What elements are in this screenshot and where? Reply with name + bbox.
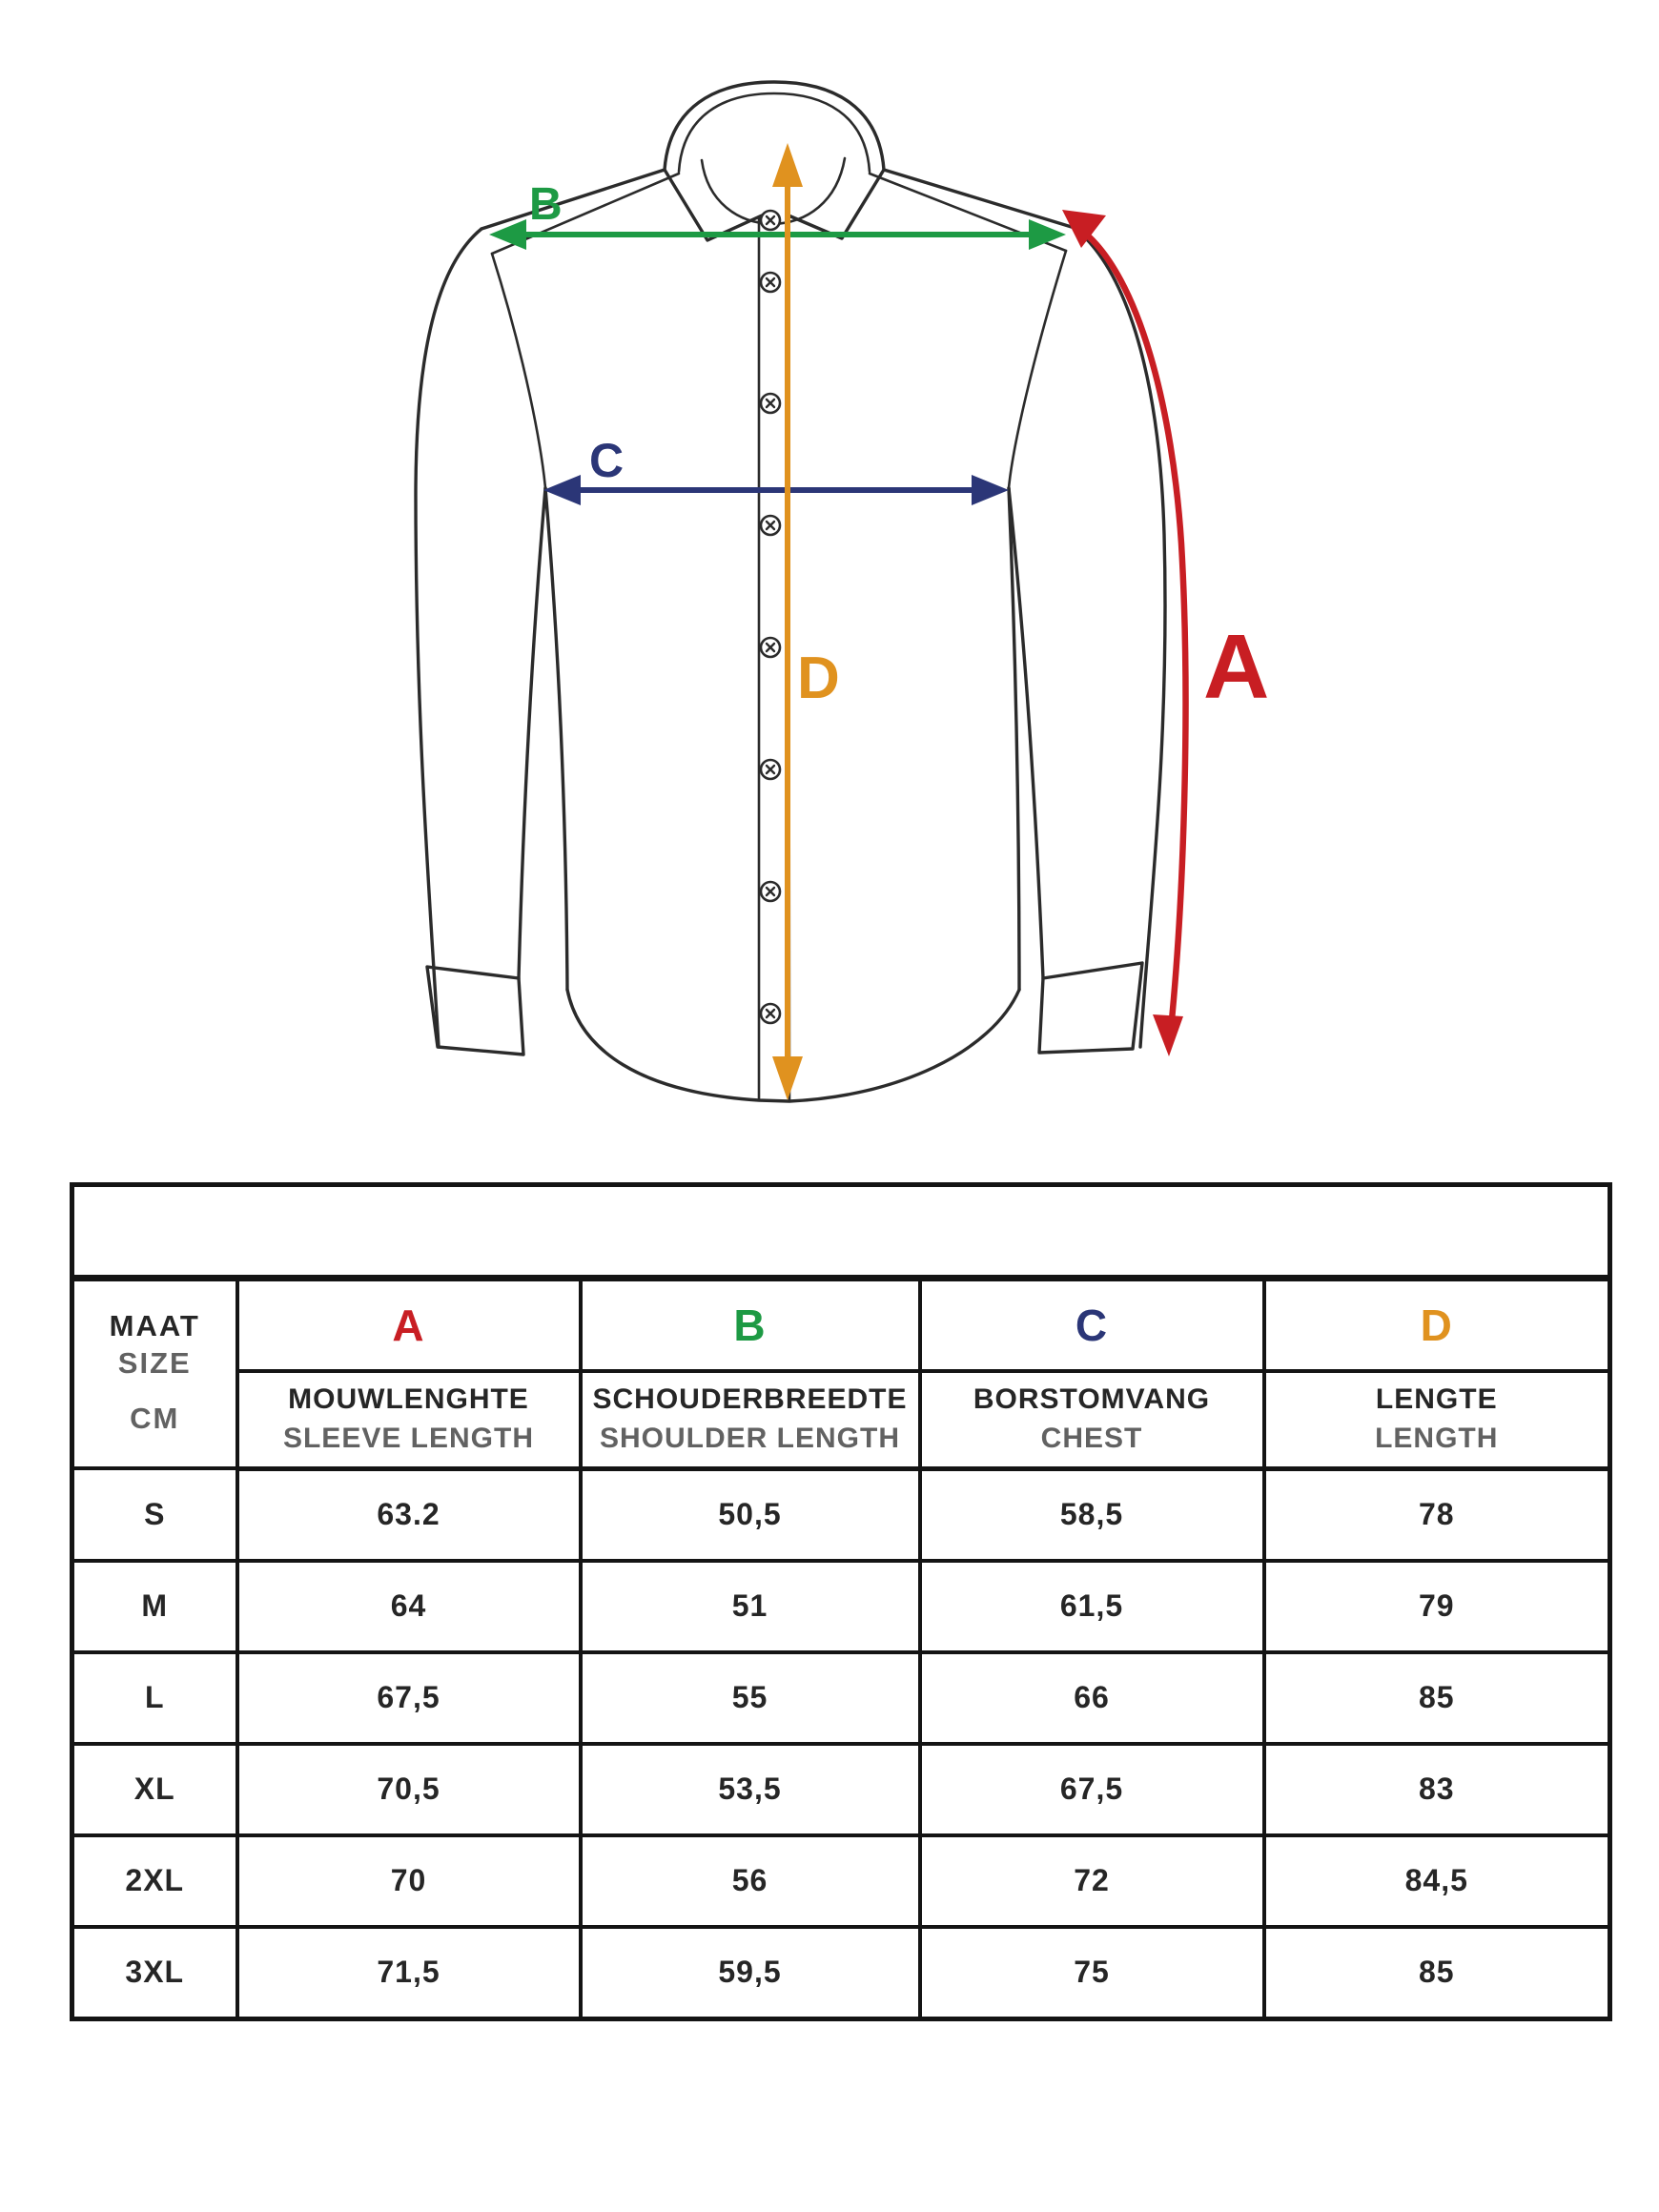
value-cell-d: 83 (1264, 1744, 1610, 1835)
button-icon (761, 394, 780, 413)
size-cell: L (72, 1652, 237, 1744)
button-icon (761, 882, 780, 901)
column-letter-a: A (237, 1279, 581, 1371)
size-cell: M (72, 1561, 237, 1652)
label-b: B (529, 179, 563, 230)
size-cell: 3XL (72, 1927, 237, 2019)
maat-label: MAAT (109, 1309, 200, 1342)
button-icon (761, 638, 780, 657)
column-header-shoulder-length (581, 1371, 920, 1468)
shirt-buttons (761, 211, 780, 1023)
column-header-nl: BORSTOMVANG (973, 1383, 1211, 1416)
column-header-chest (920, 1371, 1264, 1468)
value-cell-d: 79 (1264, 1561, 1610, 1652)
arrow-a-sleeve-length (1062, 210, 1185, 1056)
value-cell-c: 72 (920, 1835, 1264, 1927)
value-cell-c: 61,5 (920, 1561, 1264, 1652)
column-header-nl: LENGTE (1375, 1383, 1498, 1416)
value-cell-c: 67,5 (920, 1744, 1264, 1835)
value-cell-d: 84,5 (1264, 1835, 1610, 1927)
column-letter-b: B (581, 1279, 920, 1371)
value-cell-d: 85 (1264, 1652, 1610, 1744)
value-cell-a: 70 (237, 1835, 581, 1927)
value-cell-b: 53,5 (581, 1744, 920, 1835)
size-column-header-cell (72, 1279, 237, 1469)
table-row-size-3xl (72, 1927, 1610, 2019)
value-cell-c: 66 (920, 1652, 1264, 1744)
column-header-length (1264, 1371, 1610, 1468)
value-cell-d: 78 (1264, 1468, 1610, 1561)
value-cell-b: 59,5 (581, 1927, 920, 2019)
table-row-size-s (72, 1468, 1610, 1561)
column-header-en: LENGTH (1375, 1422, 1499, 1454)
table-row-size-m (72, 1561, 1610, 1652)
value-cell-a: 63.2 (237, 1468, 581, 1561)
value-cell-b: 55 (581, 1652, 920, 1744)
table-title-blank-cell (72, 1185, 1610, 1279)
value-cell-c: 75 (920, 1927, 1264, 2019)
column-header-sleeve-length (237, 1371, 581, 1468)
button-icon (761, 273, 780, 292)
column-header-en: CHEST (1040, 1422, 1143, 1454)
value-cell-d: 85 (1264, 1927, 1610, 2019)
table-row (72, 1185, 1610, 1279)
size-table-grid (70, 1182, 1612, 2021)
column-header-nl: MOUWLENGHTE (288, 1383, 529, 1416)
value-cell-a: 67,5 (237, 1652, 581, 1744)
value-cell-b: 51 (581, 1561, 920, 1652)
button-icon (761, 760, 780, 779)
button-icon (761, 211, 780, 230)
column-header-en: SHOULDER LENGTH (600, 1422, 900, 1454)
label-c: C (589, 434, 625, 487)
size-cell: 2XL (72, 1835, 237, 1927)
label-a: A (1203, 616, 1270, 718)
column-header-en: SLEEVE LENGTH (282, 1422, 535, 1454)
table-row (72, 1279, 1610, 1371)
value-cell-b: 50,5 (581, 1468, 920, 1561)
value-cell-b: 56 (581, 1835, 920, 1927)
cm-label: CM (130, 1402, 180, 1436)
table-row-size-xl (72, 1744, 1610, 1835)
label-d: D (797, 645, 840, 711)
value-cell-a: 70,5 (237, 1744, 581, 1835)
column-letter-c: C (920, 1279, 1264, 1371)
button-icon (761, 1004, 780, 1023)
button-icon (761, 516, 780, 535)
column-header-nl: SCHOUDERBREEDTE (592, 1383, 908, 1416)
value-cell-c: 58,5 (920, 1468, 1264, 1561)
size-table (70, 1182, 1608, 2021)
table-row (72, 1371, 1610, 1468)
size-label: SIZE (117, 1345, 192, 1380)
value-cell-a: 71,5 (237, 1927, 581, 2019)
column-letter-d: D (1264, 1279, 1610, 1371)
size-cell: S (72, 1468, 237, 1561)
table-row-size-2xl (72, 1835, 1610, 1927)
size-cell: XL (72, 1744, 237, 1835)
value-cell-a: 64 (237, 1561, 581, 1652)
table-row-size-l (72, 1652, 1610, 1744)
